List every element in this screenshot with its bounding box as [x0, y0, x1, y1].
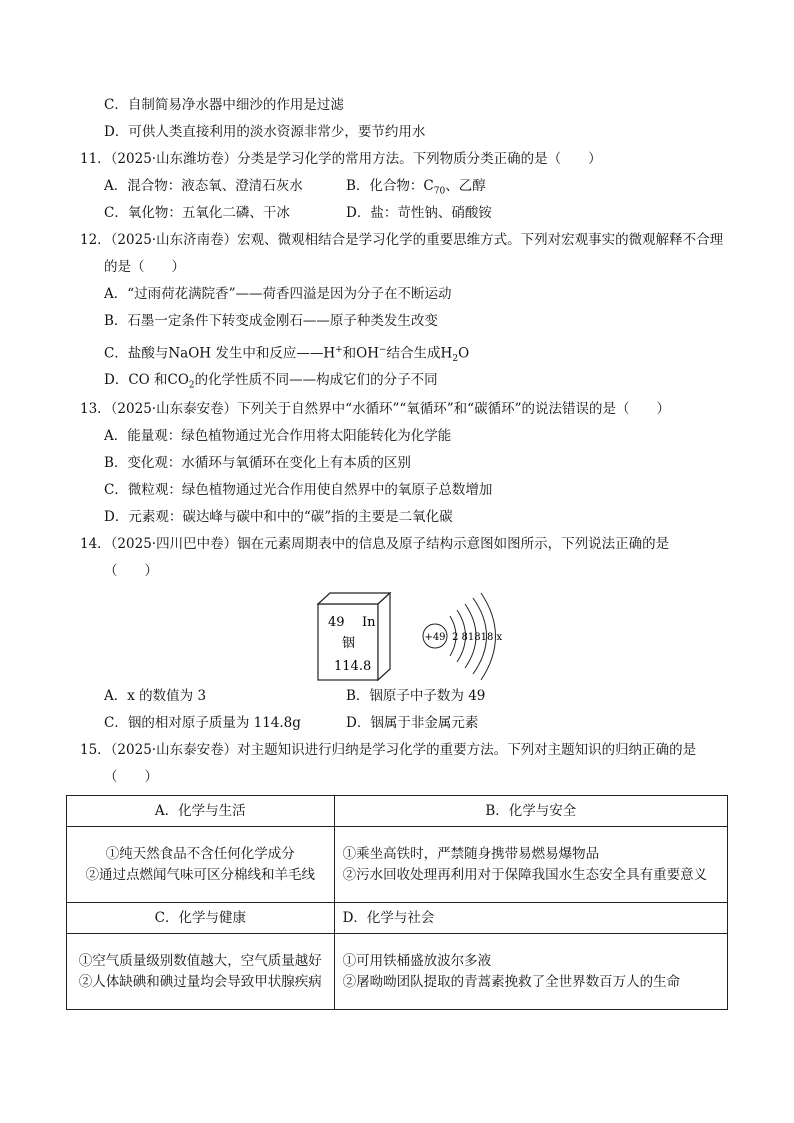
atomic-structure-diagram [423, 593, 503, 680]
q12-option-a: A．“过雨荷花满院香”——荷香四溢是因为分子在不断运动 [104, 286, 452, 302]
q10-option-c: C．自制简易净水器中细沙的作用是过滤 [104, 97, 344, 113]
q11-option-d: D．盐：苛性钠、硝酸铵 [346, 205, 492, 221]
q14-option-b: B．铟原子中子数为 49 [346, 688, 486, 704]
table-cell-c [67, 934, 335, 1010]
q15-stem-line2: （ ） [104, 769, 158, 785]
d-item-1: ①可用铁桶盛放波尔多液 [342, 952, 492, 969]
q13-option-b: B．变化观：水循环与氧循环在变化上有本质的区别 [104, 455, 411, 471]
q13-stem: 13．（2025·山东泰安卷）下列关于自然界中“水循环”“氧循环”和“碳循环”的说法错误的是（ ） [80, 401, 670, 417]
element-symbol: In [362, 615, 376, 630]
indium-figure [310, 590, 510, 682]
q15-options-table [66, 795, 728, 1010]
q12-stem-line2: 的是（ ） [104, 259, 185, 275]
table-cell-a [67, 827, 335, 903]
table-header-a: A．化学与生活 [67, 796, 335, 827]
q13-option-d: D．元素观：碳达峰与碳中和中的“碳”指的主要是二氧化碳 [104, 509, 453, 525]
q11-option-b: B．化合物：$C_{70}$、乙醇 [346, 178, 486, 197]
q15-stem-line1: 15．（2025·山东泰安卷）对主题知识进行归纳是学习化学的重要方法。下列对主题知识的归纳正确的是 [80, 742, 697, 758]
table-cell-d [334, 934, 727, 1010]
atomic-number: 49 [328, 615, 345, 630]
periodic-table-cell [318, 593, 390, 680]
nucleus-charge: +49 [424, 632, 446, 643]
q13-option-a: A．能量观：绿色植物通过光合作用将太阳能转化为化学能 [104, 428, 452, 444]
atomic-mass: 114.8 [334, 659, 372, 674]
c-item-1: ①空气质量级别数值越大，空气质量越好 [78, 952, 322, 969]
q12-stem-line1: 12．（2025·山东济南卷）宏观、微观相结合是学习化学的重要思维方式。下列对宏观事实的微观解释不合理 [80, 232, 724, 248]
q10-option-d: D．可供人类直接利用的淡水资源非常少，要节约用水 [104, 124, 426, 140]
b-item-2: ②污水回收处理再利用对于保障我国水生态安全具有重要意义 [342, 866, 708, 883]
element-name: 铟 [342, 636, 356, 651]
b-item-1: ①乘坐高铁时，严禁随身携带易燃易爆物品 [342, 845, 600, 862]
q14-stem-line2: （ ） [104, 563, 158, 579]
q14-option-a: A．x 的数值为 3 [104, 688, 207, 704]
q14-option-d: D．铟属于非金属元素 [346, 715, 479, 731]
electron-shells: 2 81818 x [452, 632, 503, 643]
q11-option-a: A．混合物：液态氧、澄清石灰水 [104, 178, 303, 194]
q12-option-b: B．石墨一定条件下转变成金刚石——原子种类发生改变 [104, 313, 438, 329]
q12-option-d: D．CO 和$CO_2$的化学性质不同——构成它们的分子不同 [104, 372, 438, 391]
q11-option-c: C．氧化物：五氧化二磷、干冰 [104, 205, 290, 221]
table-cell-b [334, 827, 727, 903]
d-item-2: ②屠呦呦团队提取的青蒿素挽救了全世界数百万人的生命 [342, 973, 681, 990]
a-item-2: ②通过点燃闻气味可区分棉线和羊毛线 [85, 866, 316, 883]
q13-option-c: C．微粒观：绿色植物通过光合作用使自然界中的氧原子总数增加 [104, 482, 493, 498]
c-item-2: ②人体缺碘和碘过量均会导致甲状腺疾病 [78, 973, 322, 990]
q14-stem-line1: 14．（2025·四川巴中卷）铟在元素周期表中的信息及原子结构示意图如图所示，下列说法正确的是 [80, 536, 670, 552]
a-item-1: ①纯天然食品不含任何化学成分 [105, 845, 295, 862]
table-header-b: B．化学与安全 [334, 796, 727, 827]
q11-stem: 11．（2025·山东潍坊卷）分类是学习化学的常用方法。下列物质分类正确的是（ ） [80, 151, 602, 167]
table-header-d: D．化学与社会 [334, 903, 727, 934]
q12-option-c: C．盐酸与NaOH 发生中和反应——H+和OH−结合生成$H_2O$ [104, 345, 470, 365]
q14-option-c: C．铟的相对原子质量为 114.8g [104, 715, 301, 731]
table-header-c: C．化学与健康 [67, 903, 335, 934]
